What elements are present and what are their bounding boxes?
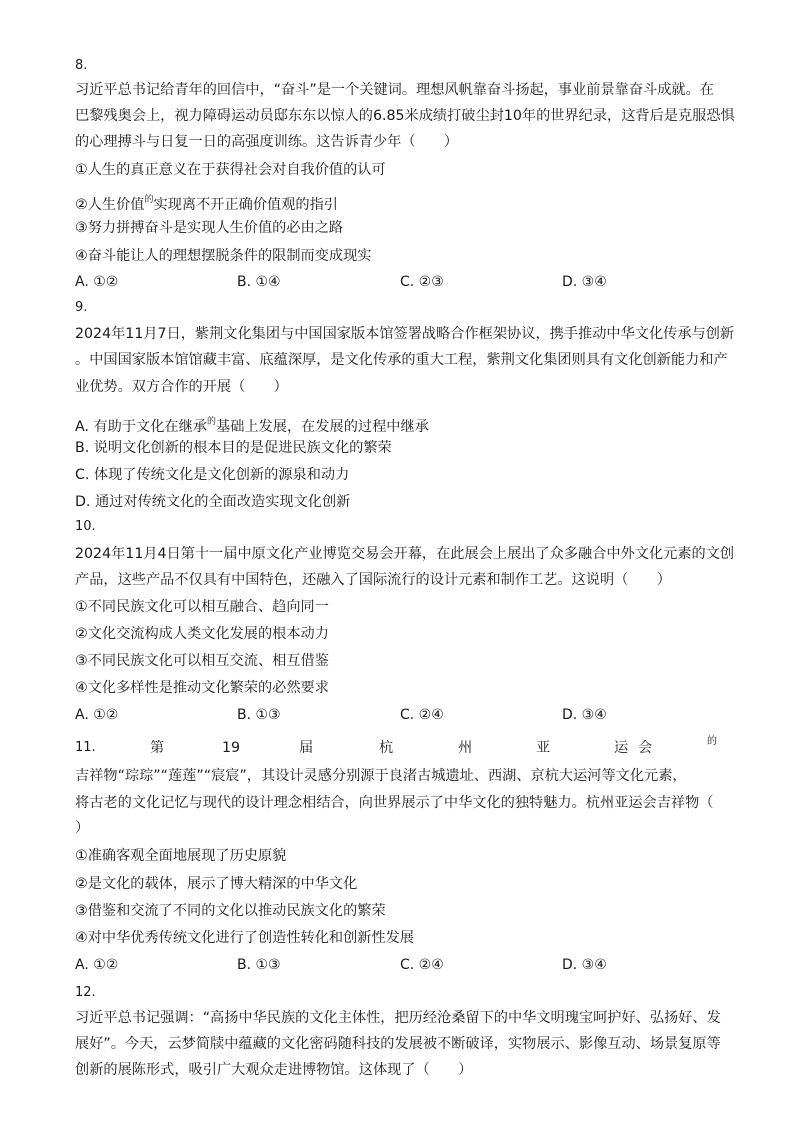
question-9-option-c[interactable]: C. 体现了传统文化是文化创新的源泉和动力 — [75, 467, 350, 483]
question-11-stem-line-4: ） — [75, 820, 90, 836]
question-10-stem-line-2: 产品，这些产品不仅具有中国特色，还融入了国际流行的设计元素和制作工艺。这说明（ ） — [75, 572, 671, 588]
question-9-option-d[interactable]: D. 通过对传统文化的全面改造实现文化创新 — [75, 494, 351, 510]
question-11-stem-line-2: 吉祥物“琮琮”“莲莲”“宸宸”，其设计灵感分别源于良渚古城遗址、西湖、京杭大运河等文化元素， — [75, 768, 687, 784]
question-10-statement-3: ③不同民族文化可以相互交流、相互借鉴 — [75, 653, 329, 669]
question-10-statement-4: ④文化多样性是推动文化繁荣的必然要求 — [75, 680, 329, 696]
question-11-stem-line-1: 11. 第 19 届 杭 州 亚 运 会 的 — [75, 738, 720, 758]
question-8-number: 8. — [75, 58, 88, 73]
question-9-number: 9. — [75, 300, 88, 315]
question-9-option-a[interactable]: A. 有助于文化在继承$^的$基础上发展，在发展的过程中继承 — [75, 417, 429, 435]
question-11-statement-4: ④对中华优秀传统文化进行了创造性转化和创新性发展 — [75, 930, 415, 946]
question-9-option-b[interactable]: B. 说明文化创新的根本目的是促进民族文化的繁荣 — [75, 440, 392, 456]
question-8-statement-4: ④奋斗能让人的理想摆脱条件的限制而变成现实 — [75, 248, 372, 264]
question-8-statement-2: ②人生价值$^的$实现离不开正确价值观的指引 — [75, 195, 338, 213]
question-9-stem-line-3: 业优势。双方合作的开展（ ） — [75, 379, 288, 395]
superscript-mark: 的 — [707, 736, 717, 747]
question-12-stem-line-1: 习近平总书记强调：“高扬中华民族的文化主体性，把历经沧桑留下的中华文明瑰宝呵护好、弘扬好、发 — [75, 1010, 721, 1026]
question-8-stem-line-3: 的心理搏斗与日复一日的高强度训练。这告诉青少年（ ） — [75, 134, 459, 150]
option-d[interactable]: D. ③④ — [562, 707, 607, 723]
option-d[interactable]: D. ③④ — [562, 957, 607, 973]
question-12-number: 12. — [75, 985, 96, 1000]
question-9-stem-line-2: 。中国国家版本馆馆藏丰富、底蕴深厚，是文化传承的重大工程，紫荆文化集团则具有文化创新能力和产 — [75, 352, 728, 368]
question-8-stem-line-2: 巴黎残奥会上，视力障碍运动员邸东东以惊人的6.85米成绩打破尘封10年的世界纪录，这背后是克服恐惧 — [75, 108, 735, 124]
question-8-statement-3: ③努力拼搏奋斗是实现人生价值的必由之路 — [75, 220, 344, 236]
option-a[interactable]: A. ①② — [75, 957, 119, 973]
superscript-mark: 的 — [206, 417, 216, 427]
question-11-statement-3: ③借鉴和交流了不同的文化以推动民族文化的繁荣 — [75, 903, 386, 919]
question-10-stem-line-1: 2024年11月4日第十一届中原文化产业博览交易会开幕，在此展会上展出了众多融合中外文化元素的文创 — [75, 546, 735, 562]
question-10-options — [75, 705, 725, 725]
question-10-number: 10. — [75, 519, 96, 534]
option-b[interactable]: B. ①③ — [237, 707, 281, 723]
option-b[interactable]: B. ①④ — [237, 274, 281, 290]
superscript-mark: 的 — [144, 195, 154, 205]
option-a[interactable]: A. ①② — [75, 274, 119, 290]
question-11-number: 11. — [75, 740, 96, 755]
option-c[interactable]: C. ②④ — [400, 707, 444, 723]
question-11-statement-2: ②是文化的载体，展示了博大精深的中华文化 — [75, 876, 358, 892]
option-c[interactable]: C. ②④ — [400, 957, 444, 973]
question-10-statement-2: ②文化交流构成人类文化发展的根本动力 — [75, 626, 329, 642]
question-11-statement-1: ①准确客观全面地展现了历史原貌 — [75, 848, 287, 864]
question-11-options — [75, 955, 725, 975]
question-11-stem-line-3: 将古老的文化记忆与现代的设计理念相结合，向世界展示了中华文化的独特魅力。杭州亚运会吉祥物（ — [75, 795, 714, 811]
question-12-stem-line-3: 创新的展陈形式，吸引广大观众走进博物馆。这体现了（ ） — [75, 1062, 473, 1078]
question-8-stem-line-1: 习近平总书记给青年的回信中，“奋斗”是一个关键词。理想风帆靠奋斗扬起，事业前景靠奋斗成就。在 — [75, 82, 714, 98]
question-10-statement-1: ①不同民族文化可以相互融合、趋向同一 — [75, 599, 329, 615]
question-8-statement-1: ①人生的真正意义在于获得社会对自我价值的认可 — [75, 162, 386, 178]
question-8-options — [75, 272, 725, 292]
option-b[interactable]: B. ①③ — [237, 957, 281, 973]
question-12-stem-line-2: 展好”。今天，云梦简牍中蕴藏的文化密码随科技的发展被不断破译，实物展示、影像互动、场景复原等 — [75, 1036, 721, 1052]
option-c[interactable]: C. ②③ — [400, 274, 444, 290]
option-a[interactable]: A. ①② — [75, 707, 119, 723]
question-9-stem-line-1: 2024年11月7日，紫荆文化集团与中国国家版本馆签署战略合作框架协议，携手推动中华文化传承与创新 — [75, 326, 735, 342]
option-d[interactable]: D. ③④ — [562, 274, 607, 290]
